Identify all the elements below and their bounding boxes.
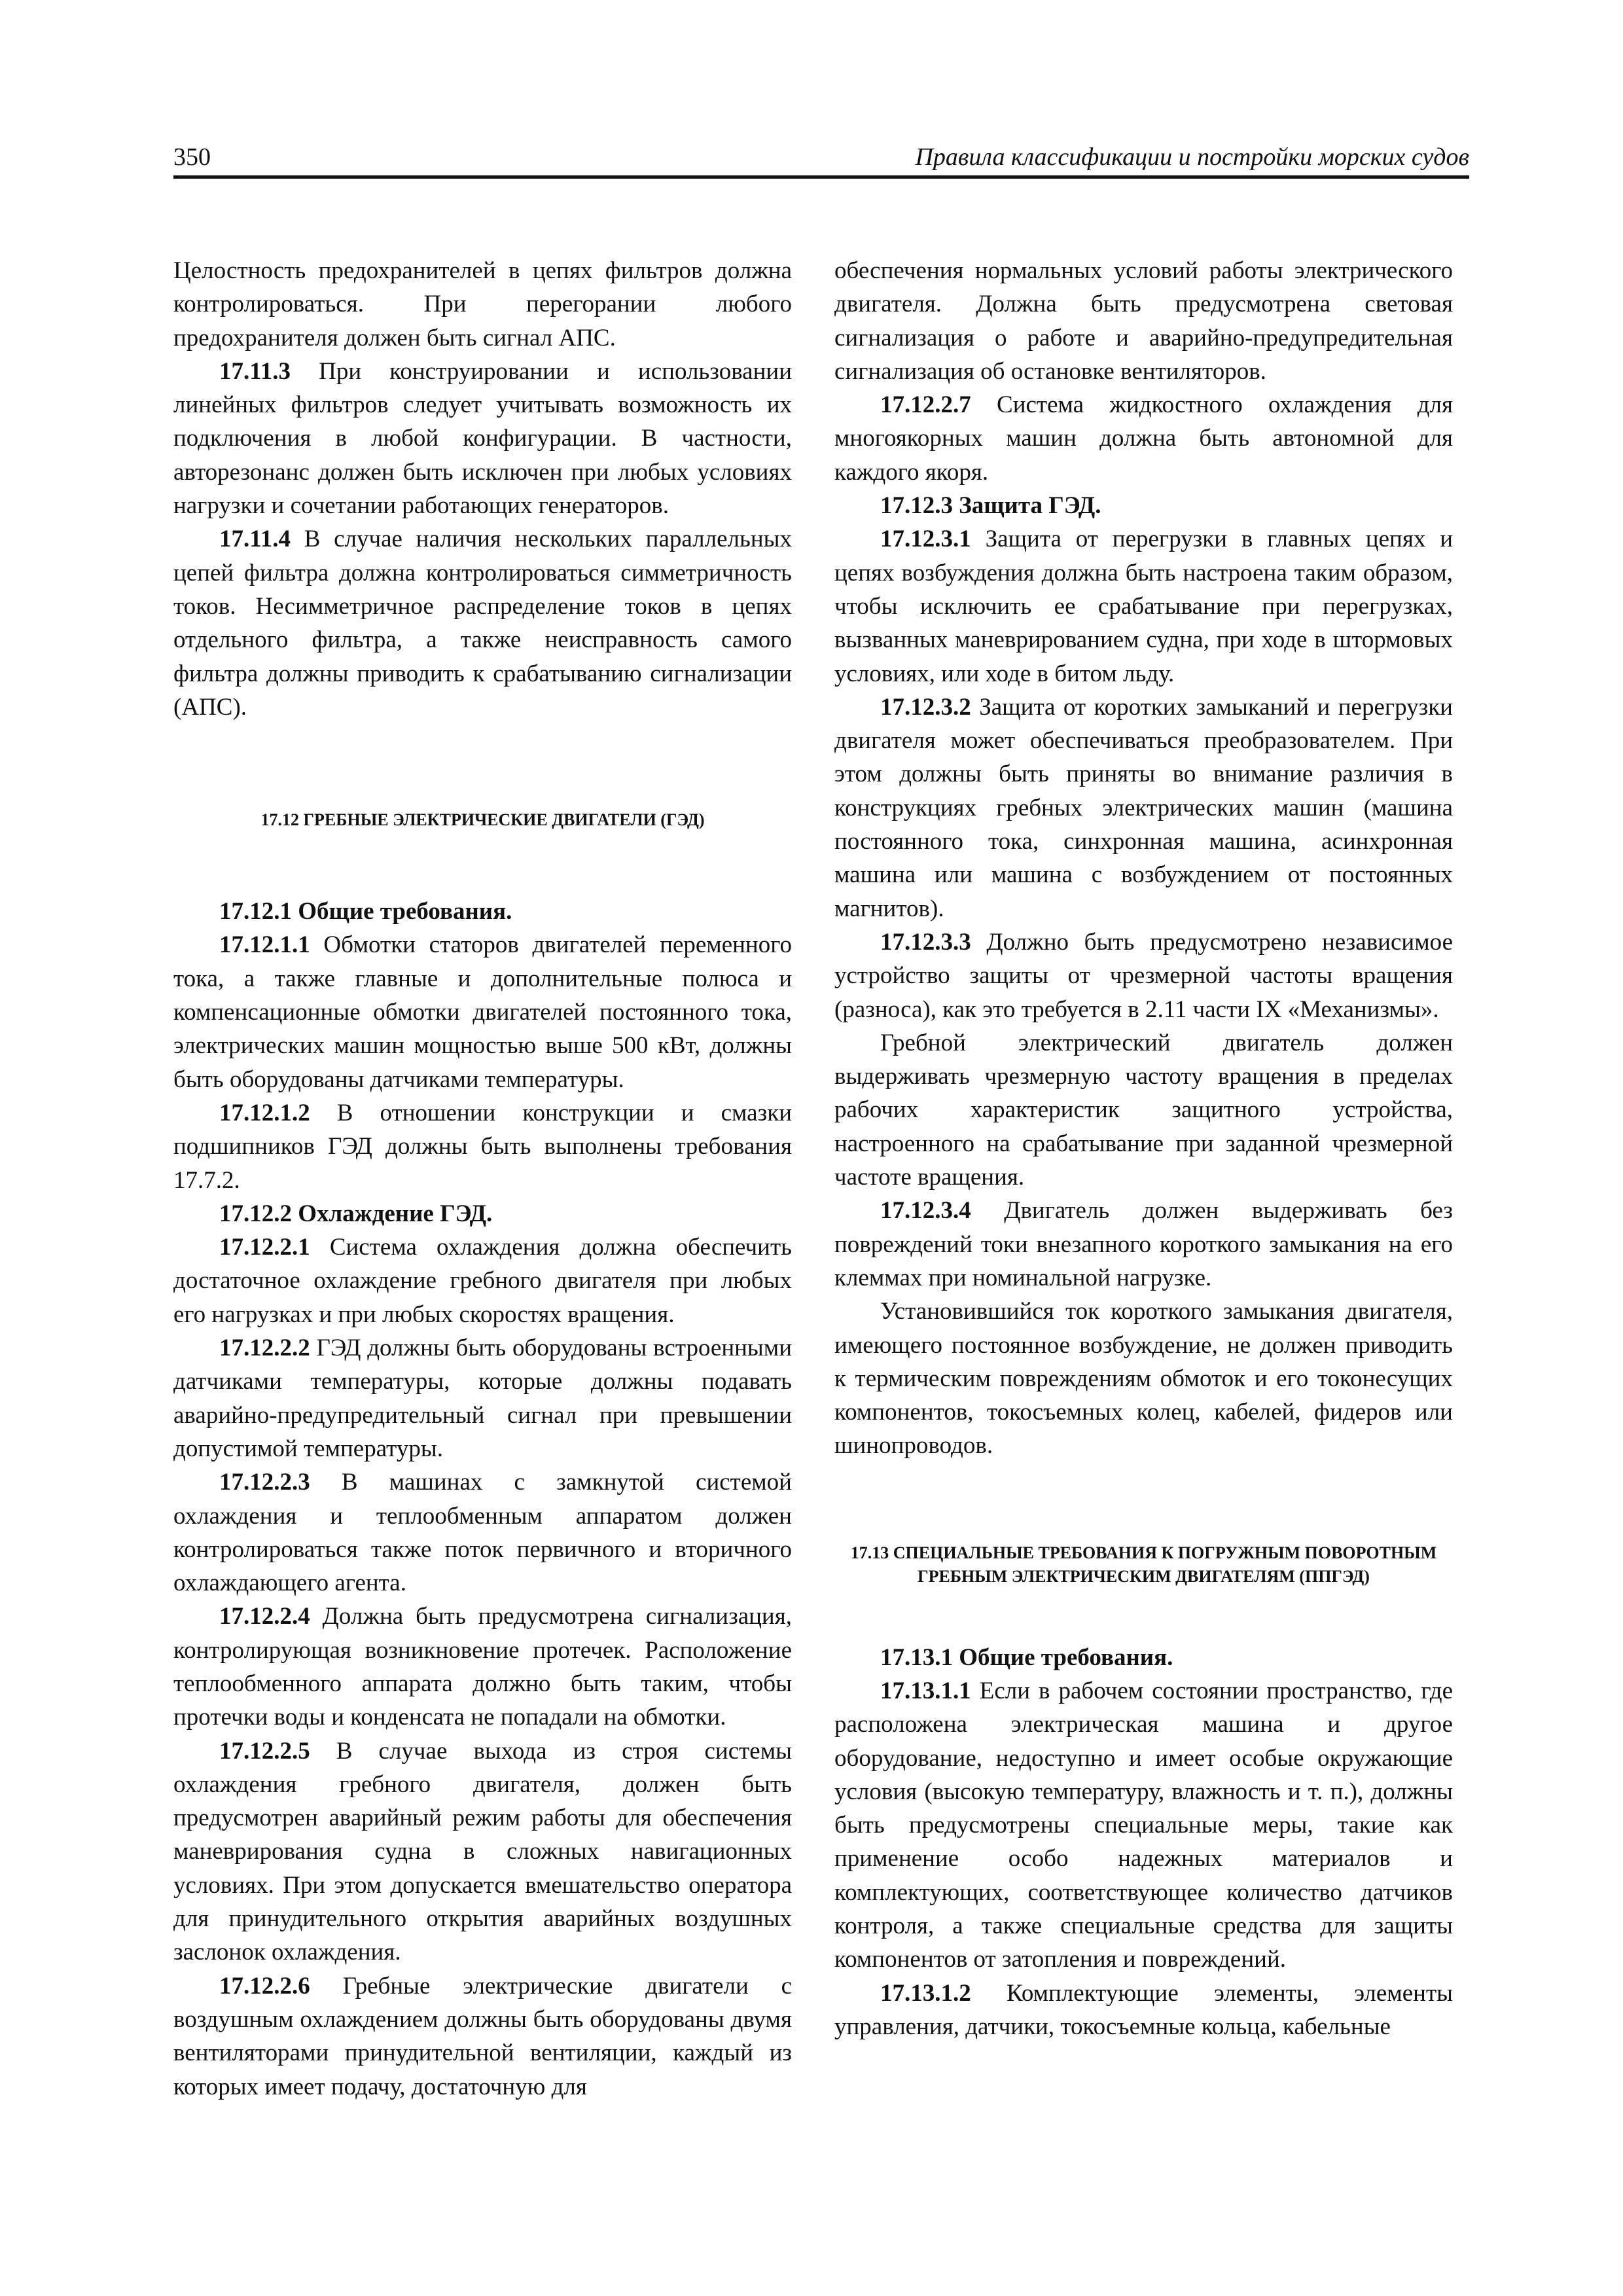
clause-number: 17.13.1.1 xyxy=(880,1677,971,1704)
clause-number: 17.12.1.1 xyxy=(219,931,310,959)
clause-number: 17.12.3.3 xyxy=(880,928,971,956)
paragraph xyxy=(834,1194,1453,1295)
clause-number: 17.12.2.1 xyxy=(219,1234,310,1261)
paragraph xyxy=(834,925,1453,1026)
subsection-heading: 17.13.1 Общие требования. xyxy=(880,1643,1173,1671)
clause-text: Система охлаждения должна обеспечить достаточное охлаждение гребного двигателя при любых его нагрузках и при любых скоростях вращения. xyxy=(173,1234,792,1328)
page-number: 350 xyxy=(173,143,211,171)
paragraph: обеспечения нормальных условий работы электрического двигателя. Должна быть предусмотрена световая сигнализация о работе и аварийно-предупредительная сигнализация об остановке вентиляторов. xyxy=(834,257,1453,385)
clause-text: ГЭД должны быть оборудованы встроенными датчиками температуры, которые должны подавать аварийно-предупредительный сигнал при превышении допустимой температуры. xyxy=(173,1335,792,1462)
left-column xyxy=(173,254,792,2104)
paragraph xyxy=(173,1969,792,2104)
clause-text: Защита от перегрузки в главных цепях и цепях возбуждения должна быть настроена таким образом, чтобы исключить ее срабатывание при перегрузках, вызванных маневрированием судна, при ходе в штормовых условиях, или ходе в битом льду. xyxy=(834,526,1453,687)
clause-text: Защита от коротких замыканий и перегрузки двигателя может обеспечиваться преобразователем. При этом должны быть приняты во внимание различия в конструкциях гребных электрических машин (машина постоянного тока, синхронная машина, асинхронная машина или машина с возбуждением от постоянных магнитов). xyxy=(834,693,1453,922)
clause-number: 17.12.3.1 xyxy=(880,526,971,553)
clause-number: 17.12.3.4 xyxy=(880,1197,971,1225)
header-rule xyxy=(173,175,1469,179)
clause-text: При конструировании и использовании линейных фильтров следует учитывать возможность их подключения в любой конфигурации. В частности, авторезонанс должен быть исключен при любых условиях нагрузки и сочетании работающих генераторов. xyxy=(173,357,792,520)
right-column xyxy=(834,254,1453,2043)
paragraph xyxy=(173,355,792,522)
paragraph xyxy=(173,522,792,724)
clause-number: 17.12.2.3 xyxy=(219,1469,310,1496)
clause-text: Двигатель должен выдерживать без повреждений токи внезапного короткого замыкания на его клеммах при номинальной нагрузке. xyxy=(834,1197,1453,1291)
clause-number: 17.12.2.7 xyxy=(880,391,971,419)
paragraph xyxy=(834,1977,1453,2044)
paragraph: Установившийся ток короткого замыкания двигателя, имеющего постоянное возбуждение, не должен приводить к термическим повреждениям обмоток и его токонесущих компонентов, токосъемных колец, кабелей, фидеров или шинопроводов. xyxy=(834,1298,1453,1460)
clause-text: Если в рабочем состоянии пространство, где расположена электрическая машина и другое оборудование, недоступно и имеет особые окружающие условия (высокую температуру, влажность и т. п.), должны быть предусмотрены специальные меры, такие как применение особо надежных материалов и комплектующих, соответствующее количество датчиков контроля, а также специальные средства для защиты компонентов от затопления и повреждений. xyxy=(834,1677,1453,1973)
paragraph xyxy=(173,1465,792,1600)
clause-number: 17.11.4 xyxy=(219,526,291,553)
clause-text: В случае выхода из строя системы охлаждения гребного двигателя, должен быть предусмотрен аварийный режим работы для обеспечения маневрирования судна в сложных навигационных условиях. При этом допускается вмешательство оператора для принудительного открытия аварийных воздушных заслонок охлаждения. xyxy=(173,1737,792,1966)
paragraph: Целостность предохранителей в цепях фильтров должна контролироваться. При перегорании любого предохранителя должен быть сигнал АПС. xyxy=(173,257,792,351)
section-title: 17.13 СПЕЦИАЛЬНЫЕ ТРЕБОВАНИЯ К ПОГРУЖНЫМ ПОВОРОТНЫМ ГРЕБНЫМ ЭЛЕКТРИЧЕСКИМ ДВИГАТЕЛЯМ (ППГЭД) xyxy=(850,1543,1437,1586)
paragraph xyxy=(173,1331,792,1465)
paragraph xyxy=(834,1674,1453,1977)
paragraph xyxy=(834,691,1453,925)
clause-number: 17.12.1.2 xyxy=(219,1099,310,1126)
paragraph xyxy=(173,1230,792,1331)
paragraph xyxy=(173,1096,792,1197)
paragraph xyxy=(834,388,1453,489)
clause-number: 17.13.1.2 xyxy=(880,1979,971,2007)
paragraph xyxy=(173,1600,792,1734)
subsection-heading: 17.12.2 Охлаждение ГЭД. xyxy=(219,1200,493,1227)
subsection-heading: 17.12.1 Общие требования. xyxy=(219,898,512,925)
clause-text: Комплектующие элементы, элементы управления, датчики, токосъемные кольца, кабельные xyxy=(834,1979,1453,2040)
clause-text: Обмотки статоров двигателей переменного тока, а также главные и дополнительные полюса и компенсационные обмотки двигателей постоянного тока, электрических машин мощностью выше 500 кВт, должны быть оборудованы датчиками температуры. xyxy=(173,931,792,1093)
paragraph xyxy=(173,1734,792,1969)
clause-number: 17.12.2.4 xyxy=(219,1603,310,1630)
clause-text: Должна быть предусмотрена сигнализация, контролирующая возникновение протечек. Расположение теплообменного аппарата должно быть таким, чтобы протечки воды и конденсата не попадали на обмотки. xyxy=(173,1603,792,1731)
paragraph: Гребной электрический двигатель должен выдерживать чрезмерную частоту вращения в пределах рабочих характеристик защитного устройства, настроенного на срабатывание при заданной чрезмерной частоте вращения. xyxy=(834,1029,1453,1191)
clause-text: В отношении конструкции и смазки подшипников ГЭД должны быть выполнены требования 17.7.2. xyxy=(173,1099,792,1194)
section-title: 17.12 ГРЕБНЫЕ ЭЛЕКТРИЧЕСКИЕ ДВИГАТЕЛИ (ГЭД) xyxy=(260,810,705,830)
subsection-heading: 17.12.3 Защита ГЭД. xyxy=(880,492,1101,520)
paragraph xyxy=(834,522,1453,690)
clause-number: 17.12.2.5 xyxy=(219,1737,310,1765)
clause-text: Система жидкостного охлаждения для многоякорных машин должна быть автономной для каждого якоря. xyxy=(834,391,1453,486)
clause-text: В машинах с замкнутой системой охлаждения и теплообменным аппаратом должен контролироваться также поток первичного и вторичного охлаждающего агента. xyxy=(173,1469,792,1597)
paragraph xyxy=(173,928,792,1096)
clause-number: 17.12.3.2 xyxy=(880,693,971,721)
running-title: Правила классификации и постройки морских судов xyxy=(915,143,1469,171)
clause-number: 17.12.2.2 xyxy=(219,1335,310,1362)
clause-text: Должно быть предусмотрено независимое устройство защиты от чрезмерной частоты вращения (разноса), как это требуется в 2.11 части IX «Механизмы». xyxy=(834,928,1453,1023)
clause-number: 17.11.3 xyxy=(219,357,291,385)
clause-text: Гребные электрические двигатели с воздушным охлаждением должны быть оборудованы двумя вентиляторами принудительной вентиляции, каждый из которых имеет подачу, достаточную для xyxy=(173,1972,792,2100)
clause-text: В случае наличия нескольких параллельных цепей фильтра должна контролироваться симметричность токов. Несимметричное распределение токов в цепях отдельного фильтра, а также неисправность самого фильтра должны приводить к срабатыванию сигнализации (АПС). xyxy=(173,526,792,721)
clause-number: 17.12.2.6 xyxy=(219,1972,310,2000)
